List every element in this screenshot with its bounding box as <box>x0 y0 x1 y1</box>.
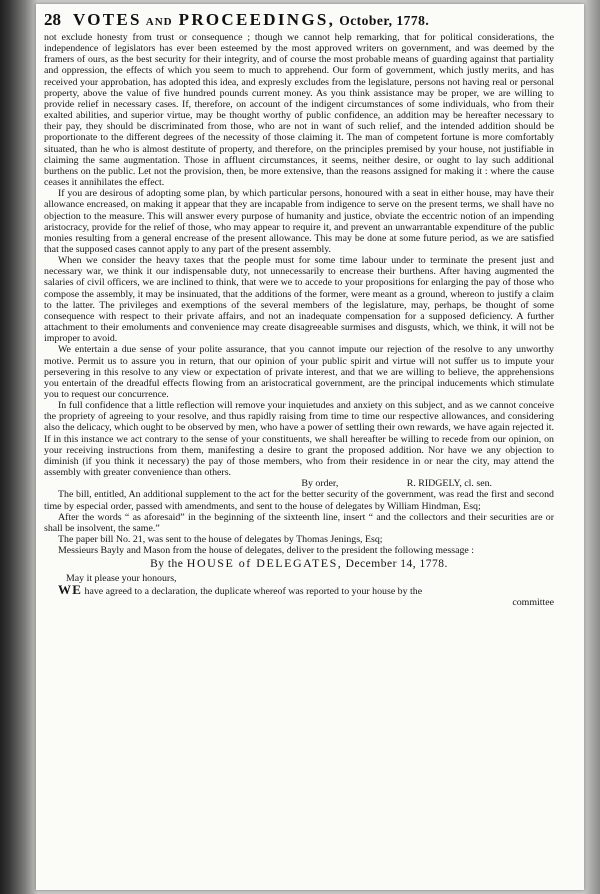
message-heading-house: HOUSE of DELEGATES, <box>186 556 343 571</box>
running-title-votes: VOTES <box>73 10 142 29</box>
running-head <box>44 10 554 32</box>
message-opening-we: WE <box>58 581 83 597</box>
paragraph-bill: The bill, entitled, An additional supplement to the act for the better security of the government, was read the first and second time by especial order, passed with amendments, and sent to the house of delegates by William Hindman, Esq; <box>44 489 554 512</box>
message-heading-date: December 14, 1778. <box>345 558 448 571</box>
running-title-date: October, 1778. <box>339 13 430 28</box>
message-opening-text: have agreed to a declaration, the duplicate whereof was reported to your house by the <box>84 585 423 597</box>
page-body <box>44 32 554 608</box>
message-opening <box>44 581 554 597</box>
message-heading <box>44 558 554 570</box>
paragraph-plan: If you are desirous of adopting some plan, by which particular persons, honoured with a seat in either house, may have their allowance encreased, on making it appear that they are incapable from indigence to serve on the present terms, we shall have no objection to the measure. This will answer every purpose of humanity and justice, obviate the eccentric notion of an impending aristocracy, provide for the relief of those, who may appear to require it, and prevent an unwarrantable expenditure of the public monies resulting from a general encrease of the present allowance. This may be done at some future period, as we are satisfied that the supposed cases cannot apply to any part of the present assembly. <box>44 188 554 255</box>
signature-line <box>44 478 554 489</box>
salutation: May it please your honours, <box>66 572 177 584</box>
binding-shadow <box>0 0 38 894</box>
edge-shadow <box>584 0 600 894</box>
paragraph-taxes: When we consider the heavy taxes that the people must for some time labour under to terminate the present just and necessary war, we think it our indispensable duty, not unnecessarily to encrease their burthens. After having augmented the salaries of civil officers, we are inclined to think, that were we to accede to your propositions for enlarging the pay of those who compose the assembly, it may be insinuated, that the additions of the former, were meant as a ground, whereon to justify a claim to the latter. The privileges and exemptions of the several members of the legislature, may, perhaps, be thought of some consequence with respect to their private affairs, and not an inadequate compensation for a supposed deficiency. A further attachment to their emoluments and convenience may create disagreeable surmises and disgusts, which, we think, it will not be improper to avoid. <box>44 255 554 345</box>
signature-by-order: By order, <box>301 478 339 490</box>
running-title-and: AND <box>145 16 173 28</box>
paragraph-confidence: In full confidence that a little reflection will remove your inquietudes and anxiety on this subject, and as we cannot conceive the propriety of agreeing to your resolve, and thus rapidly raising from time to time our respective allowances, and considering also the delicacy, which ought to be observed by men, who have a power of settling their own rewards, we have again rejected it. If in this instance we act contrary to the sense of your constituents, we shall hereafter be willing to recede from our opinion, on your receiving instructions from them, manifesting a desire to grant the proposed addition. Nor have we any objection to diminish (if you think it necessary) the pay of those members, who from their residence in or near the city, may attend the assembly with greater convenience than others. <box>44 400 554 479</box>
paragraph-messengers: Messieurs Bayly and Mason from the house of delegates, deliver to the president the following message : <box>58 545 475 557</box>
paragraph-continuation: not exclude honesty from trust or consequence ; though we cannot help remarking, that for political considerations, the independence of legislators has ever been esteemed by the most approved writers on government, and was deemed by the framers of ours, as the best security for their integrity, and of course the most probable means of guarding against that partiality and oppression, the effects of which you seem to much to apprehend. Our form of government, which justly merits, and has received your approbation, has adopted this idea, and expresly excludes from the legislature, persons not having real or personal property, above the value of five hundred pounds current money. As you think assistance may be proper, we are willing to provide relief in necessary cases. If, therefore, on account of the indigent circumstances of some individuals, who from their exalted abilities, and superior virtue, may be thought worthy of public confidence, an addition may be hereafter necessary to their pay, they should be discriminated from those, who are not in want of such relief, and the intended addition should be proportionate to the different degrees of the necessity of those claiming it. The man of competent fortune is more comfortably situated, than he who is almost destitute of property, and therefore, on the principles premised by your house, not justifiable in claiming the same augmentation. Those in affluent circumstances, it seems, neither desire, or ought to lay such additional burthens on the public. Let not the provision, then, be more extensive, than the reasons assigned for making it : where the cause ceases it annihilates the effect. <box>44 32 554 189</box>
message-heading-by: By the <box>150 558 184 571</box>
page-number: 28 <box>44 10 61 29</box>
signature-name: R. RIDGELY, cl. sen. <box>406 478 492 490</box>
paragraph-amendment: After the words “ as aforesaid” in the beginning of the sixteenth line, insert “ and the collectors and their securities are or shall be insolvent, the same.” <box>44 511 554 534</box>
paragraph-assurance: We entertain a due sense of your polite assurance, that you cannot impute our rejection of the resolve to any unworthy motive. Permit us to assure you in return, that our opinion of your public spirit and virtue will not suffer us to impute your persevering in this resolve to any view or expectation of private interest, and that we are willing to believe, the apprehensions you entertain of the dreadful effects flowing from an aristocratical government, are the principal inducements which stimulate you to request our concurrence. <box>44 344 554 400</box>
catchword: committee <box>512 596 554 608</box>
paragraph-paper-bill: The paper bill No. 21, was sent to the house of delegates by Thomas Jenings, Esq; <box>58 534 383 546</box>
running-title-proceedings: PROCEEDINGS, <box>178 10 336 29</box>
